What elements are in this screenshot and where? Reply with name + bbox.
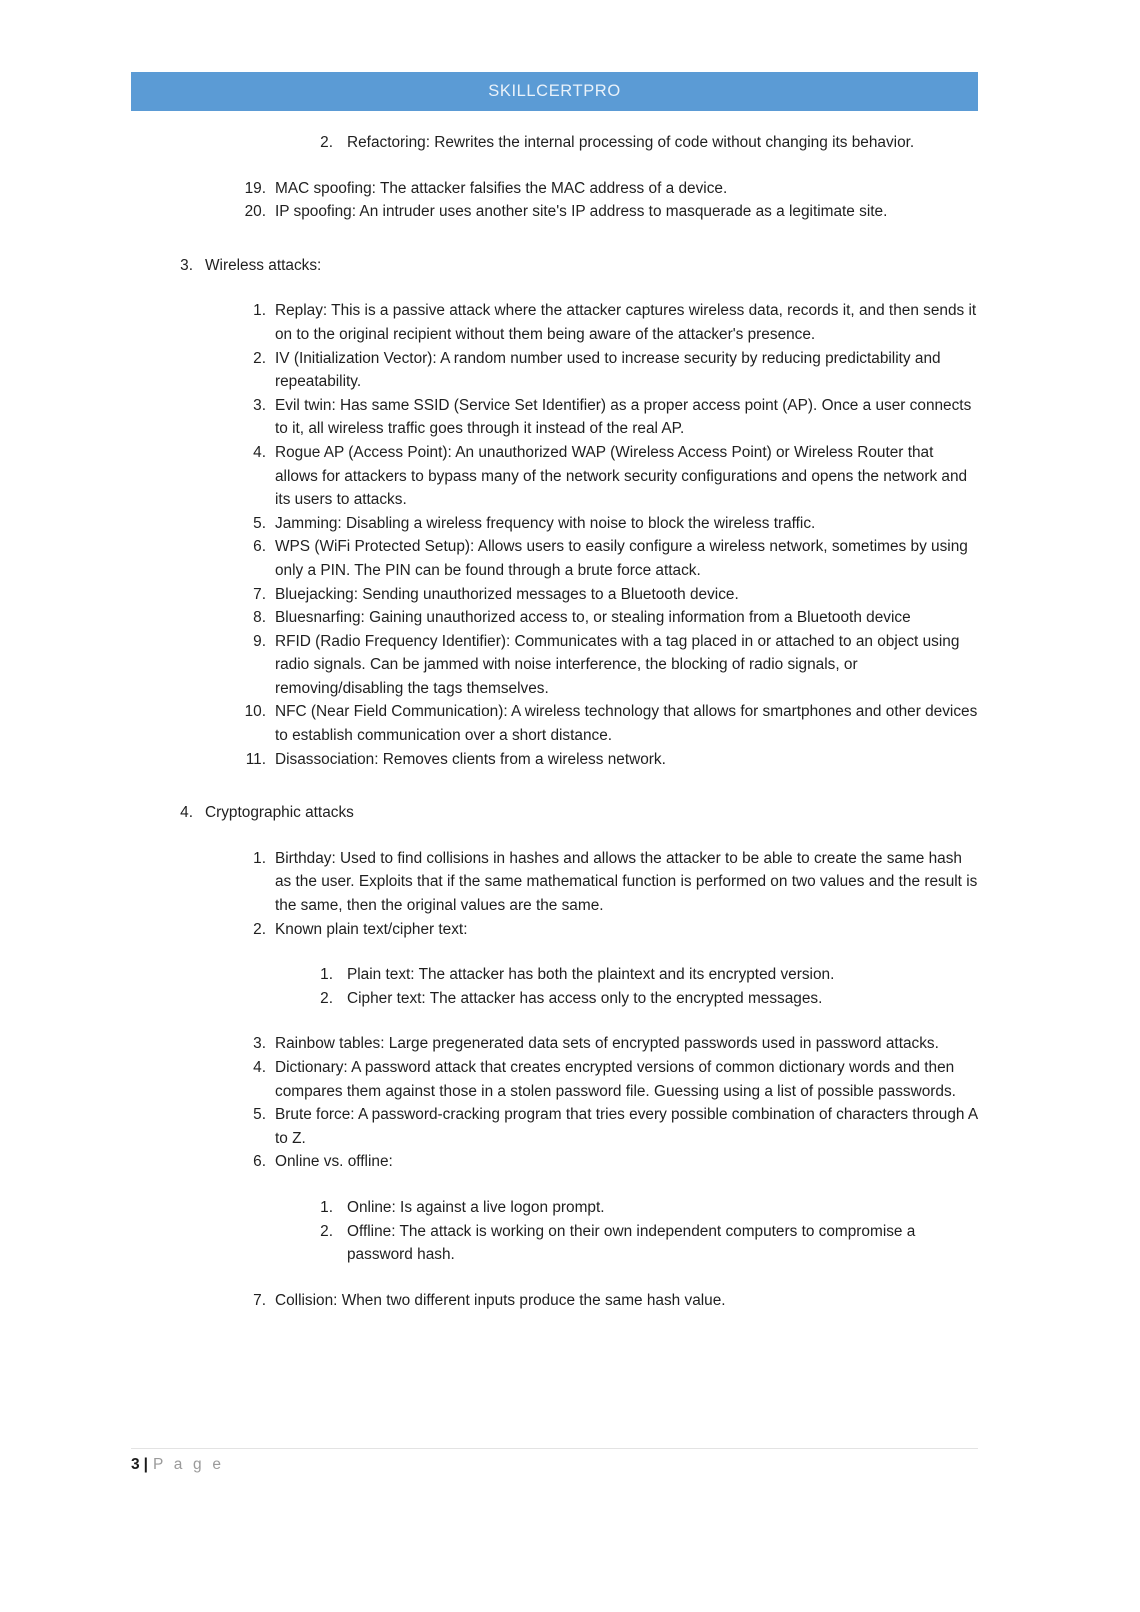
list-item-text: Rogue AP (Access Point): An unauthorized WAP (Wireless Access Point) or Wireless Router that allows for attackers to bypass many of the network security configurations and opens the network and its users to attacks. bbox=[275, 443, 968, 509]
document-header-band bbox=[131, 72, 978, 111]
list-item-number: 1. bbox=[320, 966, 333, 984]
list-item bbox=[307, 963, 978, 987]
list-item-number: 2. bbox=[253, 920, 266, 938]
section-heading-cryptographic-attacks bbox=[167, 801, 978, 825]
list-item-number: 20. bbox=[244, 203, 266, 221]
list-item bbox=[236, 394, 978, 441]
list-item bbox=[236, 1032, 978, 1056]
list-item bbox=[236, 1150, 978, 1174]
spacer bbox=[131, 1267, 978, 1289]
list-item-text: IV (Initialization Vector): A random number used to increase security by reducing predictability and repeatability. bbox=[275, 349, 941, 391]
spacer bbox=[131, 224, 978, 254]
list-item-text: Dictionary: A password attack that creates encrypted versions of common dictionary words and then compares them against those in a stolen password file. Guessing using a list of possible passwords. bbox=[275, 1059, 956, 1100]
list-item bbox=[236, 630, 978, 701]
list-item bbox=[236, 299, 978, 346]
list-item-number: 3. bbox=[253, 396, 266, 414]
list-item-number: 6. bbox=[253, 538, 266, 556]
list-item-text: Known plain text/cipher text: bbox=[275, 920, 468, 938]
list-item-text: Offline: The attack is working on their own independent computers to compromise a password hash. bbox=[347, 1222, 916, 1264]
spacer bbox=[131, 825, 978, 847]
list-item bbox=[236, 347, 978, 394]
list-item bbox=[236, 441, 978, 512]
list-item-text: Bluesnarfing: Gaining unauthorized access to, or stealing information from a Bluetooth device bbox=[275, 609, 911, 627]
list-item-number: 2. bbox=[320, 989, 333, 1007]
list-item bbox=[236, 177, 978, 201]
footer-separator: | bbox=[143, 1456, 148, 1473]
list-item-text: Refactoring: Rewrites the internal processing of code without changing its behavior. bbox=[347, 134, 915, 151]
list-item-text: MAC spoofing: The attacker falsifies the MAC address of a device. bbox=[275, 179, 728, 197]
list-item bbox=[236, 918, 978, 942]
list-item-number: 9. bbox=[253, 632, 266, 650]
list-item-text: Replay: This is a passive attack where the attacker captures wireless data, records it, and then sends it on to the original recipient without them being aware of the attacker's presence. bbox=[275, 302, 977, 343]
list-item-text: RFID (Radio Frequency Identifier): Communicates with a tag placed in or attached to an object using radio signals. Can be jammed with noise interference, the blocking of radio signals, or removing/disabling the tags themselves. bbox=[275, 632, 960, 697]
list-item-number: 6. bbox=[253, 1153, 266, 1171]
list-item-text: Cipher text: The attacker has access only to the encrypted messages. bbox=[347, 989, 823, 1007]
section-heading-wireless-attacks bbox=[167, 254, 978, 278]
list-item bbox=[236, 200, 978, 224]
section-title: Cryptographic attacks bbox=[205, 804, 354, 822]
footer-page-number: 3 bbox=[131, 1456, 140, 1473]
list-item-number: 4. bbox=[253, 443, 266, 461]
list-item-text: Jamming: Disabling a wireless frequency with noise to block the wireless traffic. bbox=[275, 514, 816, 532]
list-item-number: 1. bbox=[253, 302, 266, 320]
spacer bbox=[131, 155, 978, 177]
list-item bbox=[236, 535, 978, 582]
list-item-text: Online vs. offline: bbox=[275, 1153, 393, 1171]
footer-divider bbox=[131, 1448, 978, 1449]
list-item-text: Bluejacking: Sending unauthorized messages to a Bluetooth device. bbox=[275, 585, 739, 603]
list-item-text: Collision: When two different inputs produce the same hash value. bbox=[275, 1291, 726, 1309]
spacer bbox=[131, 1174, 978, 1196]
list-item-number: 5. bbox=[253, 514, 266, 532]
list-item bbox=[236, 1056, 978, 1103]
list-item-text: WPS (WiFi Protected Setup): Allows users to easily configure a wireless network, sometimes by using only a PIN. The PIN can be found through a brute force attack. bbox=[275, 538, 968, 579]
list-item-number: 19. bbox=[244, 179, 266, 197]
list-item-text: Online: Is against a live logon prompt. bbox=[347, 1198, 605, 1216]
list-item bbox=[236, 748, 978, 772]
section-number: 3. bbox=[180, 256, 193, 274]
list-item bbox=[307, 1196, 978, 1220]
list-item-text: IP spoofing: An intruder uses another site's IP address to masquerade as a legitimate site. bbox=[275, 203, 888, 221]
list-item bbox=[236, 512, 978, 536]
page-footer bbox=[131, 1456, 978, 1474]
list-item bbox=[236, 606, 978, 630]
list-item-number: 4. bbox=[253, 1059, 266, 1076]
spacer bbox=[131, 1010, 978, 1032]
list-item-text: NFC (Near Field Communication): A wireless technology that allows for smartphones and other devices to establish communication over a short distance. bbox=[275, 703, 978, 745]
footer-page-label: P a g e bbox=[152, 1456, 225, 1473]
list-item-number: 1. bbox=[320, 1198, 333, 1216]
list-item-number: 3. bbox=[253, 1035, 266, 1053]
list-item bbox=[236, 583, 978, 607]
section-number: 4. bbox=[180, 804, 193, 822]
header-title: SKILLCERTPRO bbox=[488, 82, 621, 100]
spacer bbox=[131, 941, 978, 963]
spacer bbox=[131, 771, 978, 801]
spacer bbox=[131, 277, 978, 299]
list-item-number: 7. bbox=[253, 585, 266, 603]
list-item-number: 8. bbox=[253, 609, 266, 627]
list-item-number: 5. bbox=[253, 1106, 266, 1124]
list-item bbox=[236, 1289, 978, 1313]
list-item bbox=[236, 1103, 978, 1150]
document-body bbox=[131, 131, 978, 1312]
list-item-number: 10. bbox=[244, 703, 266, 721]
list-item bbox=[307, 131, 978, 155]
list-item-text: Evil twin: Has same SSID (Service Set Identifier) as a proper access point (AP). Once a user connects to it, all wireless traffic goes through it instead of the real AP. bbox=[275, 396, 972, 438]
list-item bbox=[236, 700, 978, 747]
list-item bbox=[307, 987, 978, 1011]
list-item-number: 2. bbox=[320, 1222, 333, 1240]
list-item-text: Rainbow tables: Large pregenerated data sets of encrypted passwords used in password attacks. bbox=[275, 1035, 939, 1053]
list-item bbox=[236, 847, 978, 918]
list-item-text: Brute force: A password-cracking program that tries every possible combination of characters through A to Z. bbox=[275, 1106, 978, 1147]
list-item-number: 2. bbox=[253, 349, 266, 367]
list-item-text: Disassociation: Removes clients from a wireless network. bbox=[275, 750, 666, 768]
list-item-number: 1. bbox=[253, 849, 266, 867]
list-item-text: Birthday: Used to find collisions in hashes and allows the attacker to be able to create the same hash as the user. Exploits that if the same mathematical function is performed on two values and the result is the same, then the original values are the same. bbox=[275, 849, 978, 915]
list-item-number: 2. bbox=[320, 134, 333, 151]
list-item-text: Plain text: The attacker has both the plaintext and its encrypted version. bbox=[347, 966, 835, 984]
list-item-number: 11. bbox=[245, 750, 266, 768]
list-item bbox=[307, 1220, 978, 1267]
section-title: Wireless attacks: bbox=[205, 256, 322, 274]
list-item-number: 7. bbox=[253, 1291, 266, 1309]
